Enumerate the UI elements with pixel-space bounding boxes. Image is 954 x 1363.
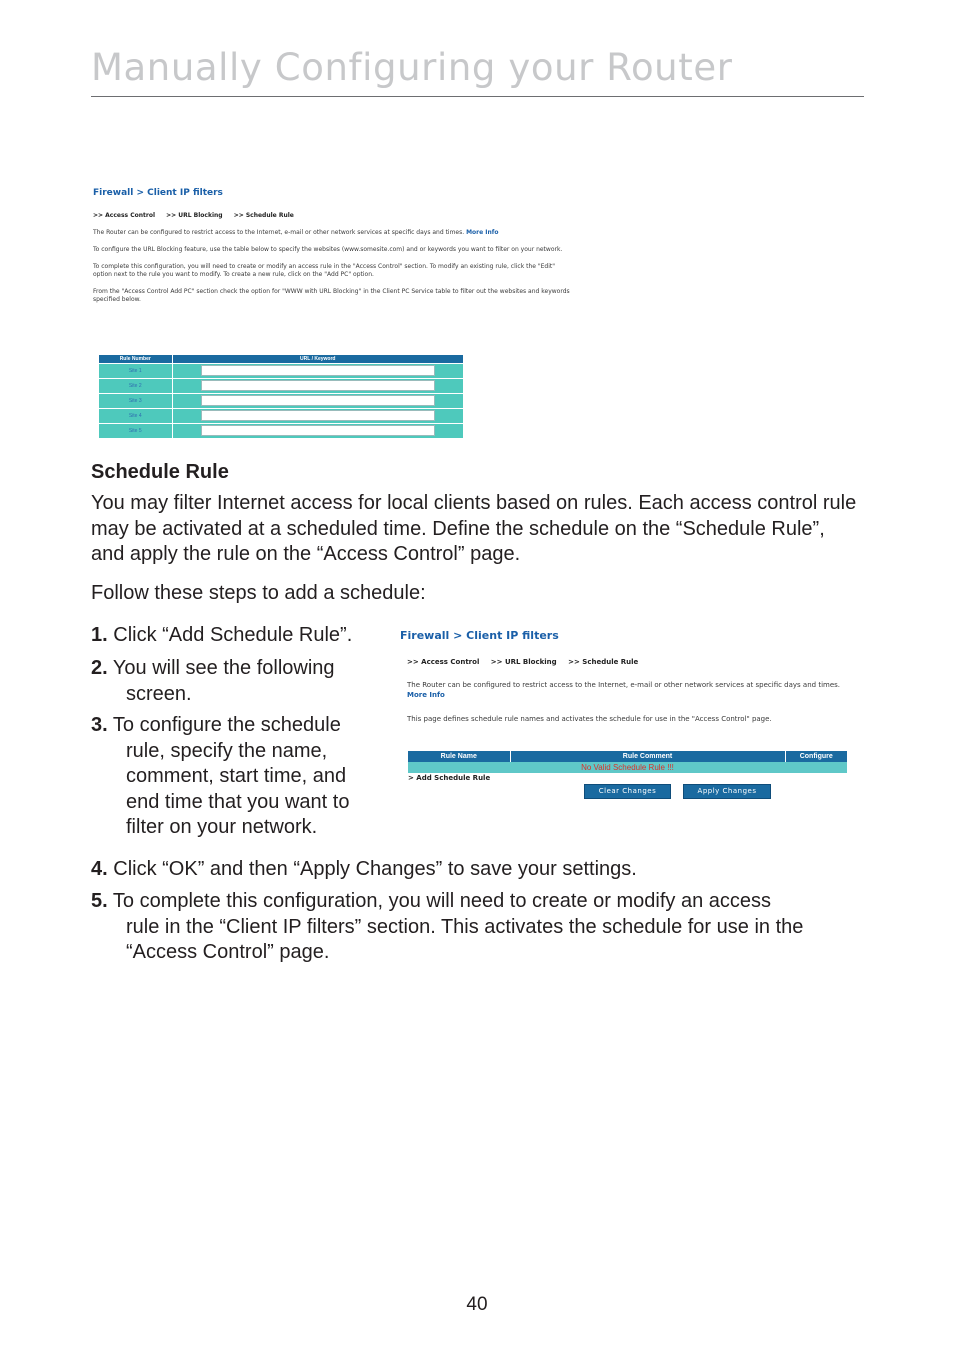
- instruction-paragraph: This page defines schedule rule names and activates the schedule for use in the "Access Control" page.: [407, 715, 772, 723]
- steps-intro: Follow these steps to add a schedule:: [91, 582, 426, 604]
- nav-url-blocking: >> URL Blocking: [490, 658, 557, 666]
- add-schedule-rule-link: > Add Schedule Rule: [408, 774, 491, 782]
- nav-access-control: >> Access Control: [407, 658, 480, 666]
- table-header: URL / Keyword: [172, 355, 463, 363]
- step-5: 5. To complete this configuration, you will need to create or modify an access rule in the “Client IP filters” section. This activates the schedule for use in the “Access Control” page.: [91, 890, 804, 963]
- step-1: 1. Click “Add Schedule Rule”.: [91, 624, 353, 646]
- table-header: Rule Name: [408, 751, 510, 762]
- instruction-paragraph: From the "Access Control Add PC" section check the option for "WWW with URL Blocking" in the Client PC Service table to filter out the websites and keywords specified below.: [93, 288, 570, 303]
- url-blocking-screenshot: [93, 188, 573, 304]
- url-input: [201, 395, 436, 406]
- step-3: 3. To configure the schedule rule, specify the name, comment, start time, and end time that you want to filter on your network.: [91, 714, 350, 838]
- table-header: Rule Comment: [510, 751, 785, 762]
- table-row: [99, 408, 463, 423]
- step-4: 4. Click “OK” and then “Apply Changes” to save your settings.: [91, 858, 637, 880]
- table-header: Rule Number: [99, 355, 172, 363]
- url-keyword-table: [99, 355, 463, 438]
- table-row: [408, 762, 847, 773]
- page-number: 40: [466, 1294, 488, 1315]
- router-nav: [93, 212, 573, 219]
- instruction-paragraph: To configure the URL Blocking feature, use the table below to specify the websites (www.somesite.com) and or keywords you want to filter on your network.: [93, 246, 563, 253]
- page-title: Manually Configuring your Router: [91, 46, 733, 89]
- url-input: [201, 410, 436, 421]
- description-paragraph: [93, 229, 573, 237]
- url-input: [201, 365, 436, 376]
- nav-access-control: >> Access Control: [93, 212, 156, 219]
- site-label: Site 2: [99, 378, 172, 393]
- description-text: The Router can be configured to restrict access to the Internet, e-mail or other network services at specific days and times.: [407, 681, 841, 689]
- table-header: Configure: [785, 751, 847, 762]
- apply-changes-button: Apply Changes: [683, 784, 771, 799]
- site-label: Site 1: [99, 363, 172, 378]
- breadcrumb: Firewall > Client IP filters: [400, 629, 559, 642]
- router-nav: [407, 658, 850, 666]
- schedule-rule-table: [408, 751, 847, 773]
- url-input: [201, 380, 436, 391]
- section-heading: Schedule Rule: [91, 461, 229, 483]
- more-info-link: More Info: [466, 229, 499, 236]
- breadcrumb: Firewall > Client IP filters: [93, 188, 223, 198]
- description-paragraph: [407, 680, 847, 700]
- nav-schedule-rule: >> Schedule Rule: [568, 658, 639, 666]
- title-divider: [91, 96, 864, 97]
- nav-url-blocking: >> URL Blocking: [166, 212, 223, 219]
- table-row: [99, 393, 463, 408]
- intro-paragraph: You may filter Internet access for local clients based on rules. Each access control rule may be activated at a scheduled time. Define the schedule on the “Schedule Rule”, and apply the rule on the “Access Control” page.: [91, 492, 857, 565]
- more-info-link: More Info: [407, 691, 445, 699]
- clear-changes-button: Clear Changes: [584, 784, 671, 799]
- table-row: [99, 363, 463, 378]
- description-text: The Router can be configured to restrict access to the Internet, e-mail or other network services at specific days and times.: [93, 229, 465, 236]
- site-label: Site 4: [99, 408, 172, 423]
- table-row: [99, 423, 463, 438]
- site-label: Site 3: [99, 393, 172, 408]
- empty-message: No Valid Schedule Rule !!!: [408, 762, 847, 773]
- table-row: [99, 378, 463, 393]
- site-label: Site 5: [99, 423, 172, 438]
- instruction-paragraph: To complete this configuration, you will need to create or modify an access rule in the "Access Control" section. To modify an existing rule, click the "Edit" option next to the rule you want to modify. To create a new rule, click on the "Add PC" option.: [93, 263, 556, 278]
- nav-schedule-rule: >> Schedule Rule: [233, 212, 294, 219]
- step-2: 2. You will see the following screen.: [91, 657, 335, 705]
- schedule-rule-screenshot: [400, 629, 850, 724]
- url-input: [201, 425, 436, 436]
